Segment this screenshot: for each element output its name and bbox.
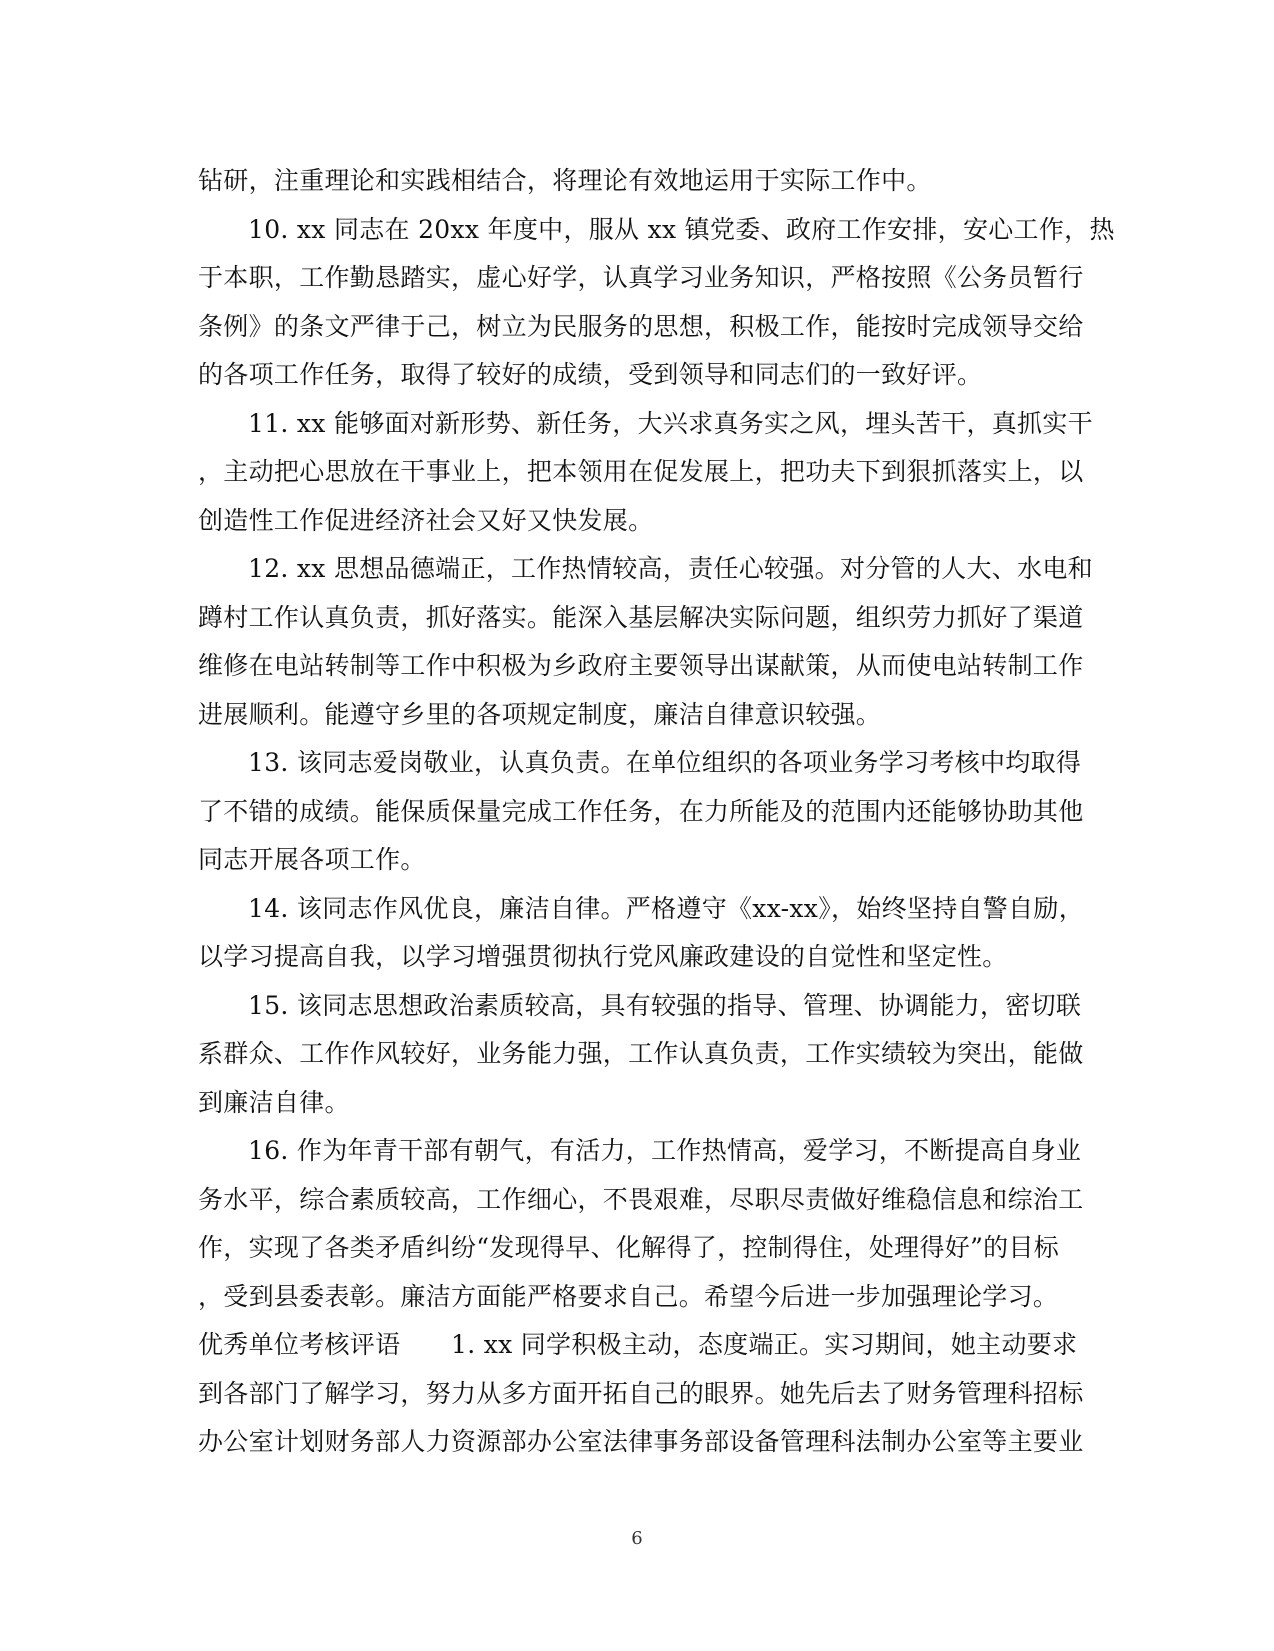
text-line: 办公室计划财务部人力资源部办公室法律事务部设备管理科法制办公室等主要业 <box>198 1427 1084 1456</box>
text-line: 于本职，工作勤恳踏实，虚心好学，认真学习业务知识，严格按照《公务员暂行 <box>198 263 1084 292</box>
text-line: 的各项工作任务，取得了较好的成绩，受到领导和同志们的一致好评。 <box>198 360 983 389</box>
text-line: 作，实现了各类矛盾纠纷“发现得早、化解得了，控制得住，处理得好”的目标 <box>198 1233 1060 1262</box>
text-line: 11. xx 能够面对新形势、新任务，大兴求真务实之风，埋头苦干，真抓实干 <box>248 408 1093 438</box>
text-line: 以学习提高自我，以学习增强贯彻执行党风廉政建设的自觉性和坚定性。 <box>198 942 1008 971</box>
text-line: 优秀单位考核评语 1. xx 同学积极主动，态度端正。实习期间，她主动要求 <box>198 1330 1078 1359</box>
text-line: 到各部门了解学习，努力从多方面开拓自己的眼界。她先后去了财务管理科招标 <box>198 1378 1084 1408</box>
text-line: 务水平，综合素质较高，工作细心，不畏艰难，尽职尽责做好维稳信息和综治工 <box>198 1184 1084 1214</box>
text-line: 系群众、工作作风较好，业务能力强，工作认真负责，工作实绩较为突出，能做 <box>198 1039 1084 1068</box>
text-line: 进展顺利。能遵守乡里的各项规定制度，廉洁自律意识较强。 <box>198 699 882 729</box>
text-line: 12. xx 思想品德端正，工作热情较高，责任心较强。对分管的人大、水电和 <box>248 554 1093 583</box>
text-line: 到廉洁自律。 <box>198 1087 350 1117</box>
text-line: 蹲村工作认真负责，抓好落实。能深入基层解决实际问题，组织劳力抓好了渠道 <box>198 602 1084 632</box>
page-number: 6 <box>631 1528 643 1549</box>
text-line: 14. 该同志作风优良，廉洁自律。严格遵守《xx-xx》，始终坚持自警自励， <box>248 893 1085 923</box>
text-line: ，受到县委表彰。廉洁方面能严格要求自己。希望今后进一步加强理论学习。 <box>198 1281 1059 1311</box>
text-line: 13. 该同志爱岗敬业，认真负责。在单位组织的各项业务学习考核中均取得 <box>248 748 1082 777</box>
text-line: 条例》的条文严律于己，树立为民服务的思想，积极工作，能按时完成领导交给 <box>198 311 1084 341</box>
text-line: 同志开展各项工作。 <box>198 845 426 874</box>
text-line: 10. xx 同志在 20xx 年度中，服从 xx 镇党委、政府工作安排，安心工作，热 <box>248 214 1115 244</box>
text-line: 钻研，注重理论和实践相结合，将理论有效地运用于实际工作中。 <box>198 166 932 195</box>
text-line: 15. 该同志思想政治素质较高，具有较强的指导、管理、协调能力，密切联 <box>248 990 1082 1020</box>
text-line: 维修在电站转制等工作中积极为乡政府主要领导出谋献策，从而使电站转制工作 <box>198 651 1084 680</box>
document-body <box>198 157 1115 1467</box>
text-line: 了不错的成绩。能保质保量完成工作任务，在力所能及的范围内还能够协助其他 <box>198 796 1084 826</box>
text-line: 16. 作为年青干部有朝气，有活力，工作热情高，爱学习，不断提高自身业 <box>248 1136 1082 1165</box>
text-line: 创造性工作促进经济社会又好又快发展。 <box>198 505 654 535</box>
text-line: ，主动把心思放在干事业上，把本领用在促发展上，把功夫下到狠抓落实上，以 <box>198 457 1084 486</box>
